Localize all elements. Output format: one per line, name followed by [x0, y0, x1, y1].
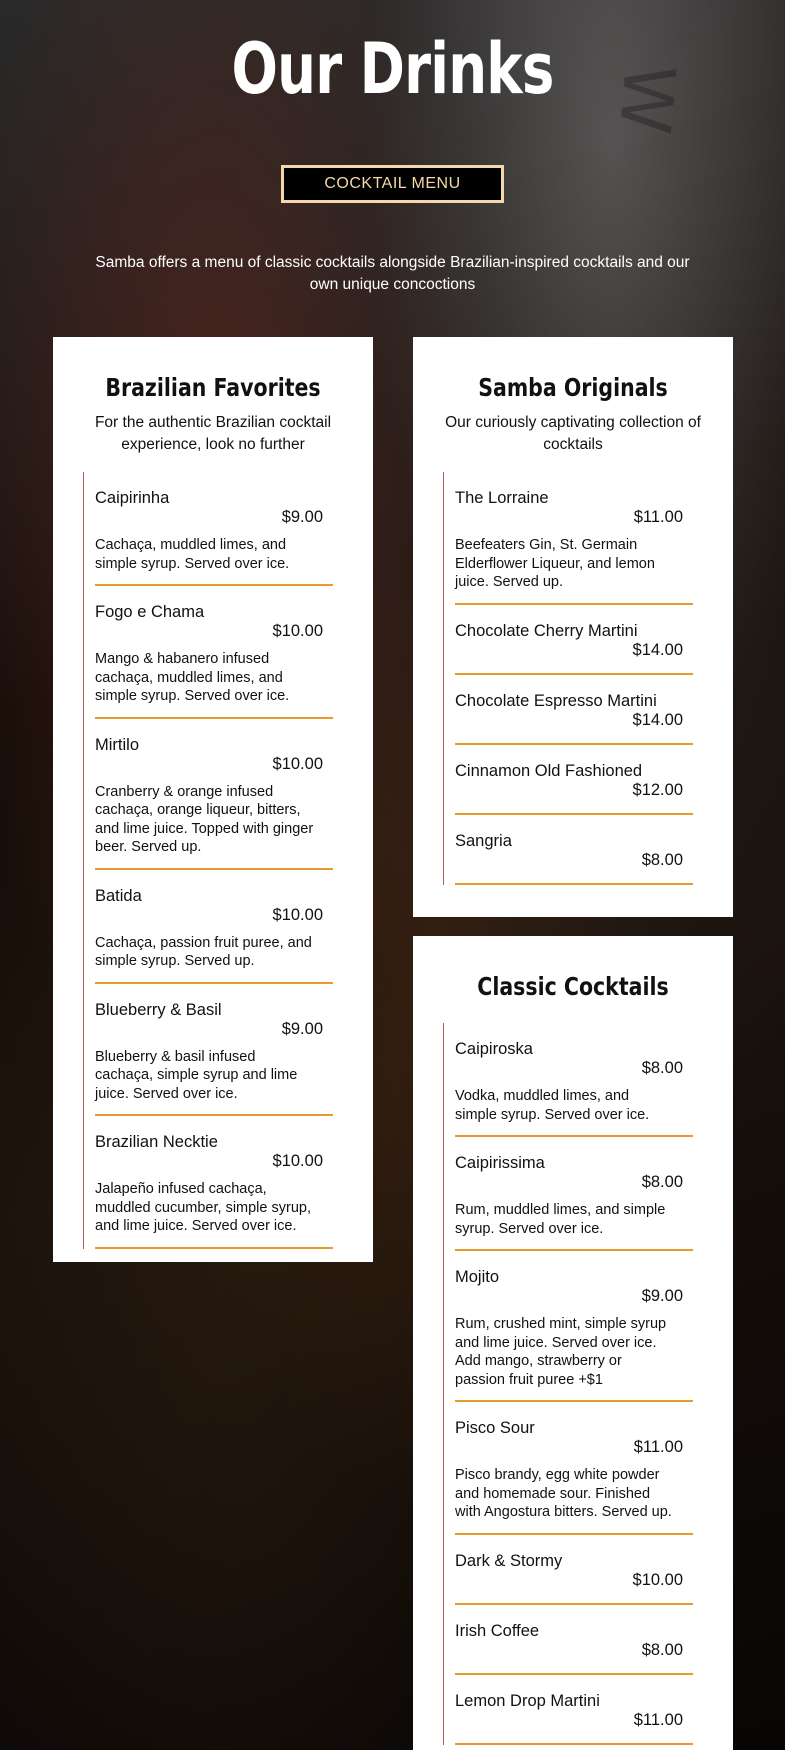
drink-description: Cachaça, passion fruit puree, and simple syrup. Served up.: [95, 934, 312, 969]
drink-price: $10.00: [272, 622, 323, 640]
drink-list: [83, 472, 333, 1249]
drink-price: $8.00: [641, 1173, 683, 1191]
drink-price: $10.00: [632, 1570, 683, 1589]
drink-description: Beefeaters Gin, St. Germain Elderflower Liqueur, and lemon juice. Served up.: [455, 537, 655, 590]
drink-name: Mojito: [455, 1268, 500, 1286]
drink-price: $11.00: [633, 508, 683, 526]
drink-price: $8.00: [641, 850, 683, 869]
drink-name: Blueberry & Basil: [95, 1000, 222, 1019]
drink-description: Cachaça, muddled limes, and simple syrup. Served over ice.: [95, 537, 290, 572]
drink-name: Chocolate Cherry Martini: [455, 621, 638, 640]
drink-item: [455, 745, 693, 815]
drink-item: [455, 1402, 693, 1535]
drink-price: $11.00: [633, 1438, 683, 1456]
drink-item: [455, 1023, 693, 1137]
drink-name: Mirtilo: [95, 735, 139, 754]
drink-price: $8.00: [641, 1640, 683, 1659]
drink-name: Caipiroska: [455, 1040, 533, 1058]
drink-name: The Lorraine: [455, 489, 549, 507]
card-title: Samba Originals: [478, 373, 668, 402]
background-lettering: W: [602, 60, 691, 142]
drink-name: Fogo e Chama: [95, 603, 205, 621]
intro-text: Samba offers a menu of classic cocktails alongside Brazilian-inspired cocktails and our own unique concoctions: [95, 254, 690, 293]
drink-name: Dark & Stormy: [455, 1551, 563, 1570]
drink-price: $14.00: [632, 710, 683, 729]
drink-description: Mango & habanero infused cachaça, muddled limes, and simple syrup. Served over ice.: [95, 651, 290, 704]
drink-item: [95, 870, 333, 984]
drink-item: [455, 1137, 693, 1251]
drink-item: [455, 1605, 693, 1675]
drink-price: $9.00: [281, 1019, 323, 1038]
drink-item: [95, 472, 333, 586]
drink-list: [443, 1023, 693, 1745]
drink-list: [443, 472, 693, 885]
drink-item: [455, 815, 693, 885]
drink-name: Batida: [95, 886, 142, 905]
drink-description: Blueberry & basil infused cachaça, simple syrup and lime juice. Served over ice.: [95, 1048, 298, 1102]
drink-item: [455, 472, 693, 605]
drink-price: $10.00: [272, 754, 323, 773]
drink-item: [95, 984, 333, 1117]
drink-description: Rum, muddled limes, and simple syrup. Served over ice.: [455, 1202, 666, 1237]
page-title: Our Drinks: [231, 28, 554, 110]
drink-name: Brazilian Necktie: [95, 1133, 218, 1151]
drink-item: [455, 1251, 693, 1402]
drink-price: $9.00: [281, 508, 323, 526]
drink-name: Irish Coffee: [455, 1621, 540, 1640]
drink-price: $12.00: [632, 780, 683, 799]
card-samba-originals: [413, 337, 733, 917]
card-title: Classic Cocktails: [477, 972, 669, 1001]
drink-item: [455, 605, 693, 675]
drink-description: Cranberry & orange infused cachaça, orange liqueur, bitters, and lime juice. Topped with ginger beer. Served up.: [95, 783, 314, 855]
drink-name: Cinnamon Old Fashioned: [455, 761, 643, 780]
card-subtitle: For the authentic Brazilian cocktail experience, look no further: [94, 414, 332, 453]
drink-name: Chocolate Espresso Martini: [455, 691, 657, 710]
drink-item: [95, 1116, 333, 1249]
drink-item: [455, 675, 693, 745]
drink-description: Pisco brandy, egg white powder and homemade sour. Finished with Angostura bitters. Served up.: [455, 1467, 672, 1520]
drink-description: Jalapeño infused cachaça, muddled cucumber, simple syrup, and lime juice. Served over ice.: [95, 1181, 311, 1234]
drink-item: [95, 719, 333, 870]
drink-item: [455, 1675, 693, 1745]
drink-description: Vodka, muddled limes, and simple syrup. Served over ice.: [455, 1088, 650, 1123]
drink-price: $14.00: [632, 640, 683, 659]
drink-item: [455, 1535, 693, 1605]
drink-item: [95, 586, 333, 719]
drink-price: $9.00: [641, 1287, 683, 1305]
drink-name: Sangria: [455, 831, 512, 850]
cocktail-menu-button[interactable]: COCKTAIL MENU: [281, 165, 504, 203]
drink-price: $11.00: [633, 1710, 683, 1729]
drink-name: Lemon Drop Martini: [455, 1691, 600, 1710]
card-subtitle: Our curiously captivating collection of cocktails: [445, 414, 701, 453]
drink-price: $8.00: [641, 1059, 683, 1077]
drink-name: Caipirissima: [455, 1154, 545, 1172]
drink-price: $10.00: [272, 1152, 323, 1170]
card-classic-cocktails: [413, 936, 733, 1750]
drink-description: Rum, crushed mint, simple syrup and lime juice. Served over ice. Add mango, strawberry or passion fruit puree +$1: [455, 1316, 667, 1388]
drink-price: $10.00: [272, 905, 323, 924]
card-brazilian-favorites: [53, 337, 373, 1262]
drink-name: Pisco Sour: [455, 1419, 535, 1437]
drink-name: Caipirinha: [95, 489, 170, 507]
card-title: Brazilian Favorites: [105, 373, 321, 402]
